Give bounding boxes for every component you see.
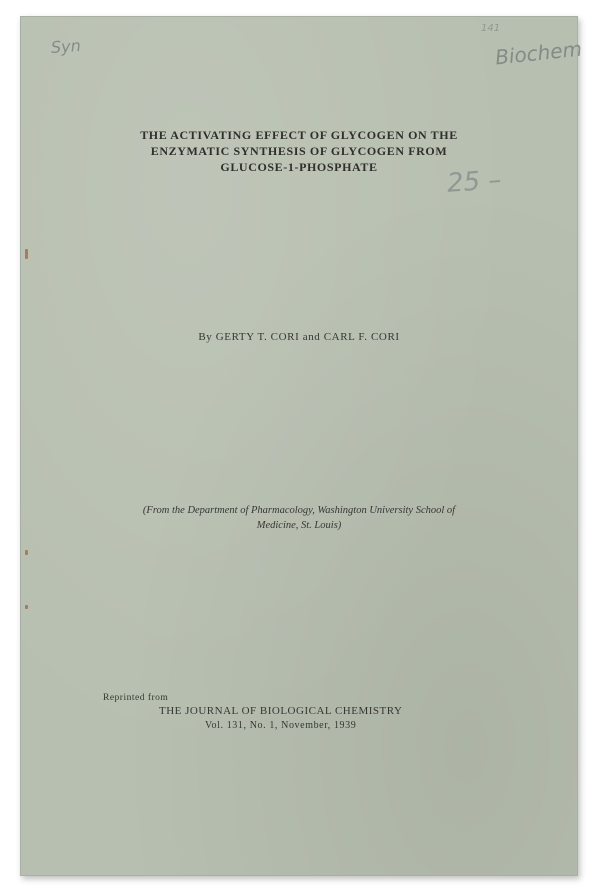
- journal-name: THE JOURNAL OF BIOLOGICAL CHEMISTRY: [159, 705, 403, 717]
- rust-mark: [25, 550, 28, 555]
- title-line: THE ACTIVATING EFFECT OF GLYCOGEN ON THE: [140, 128, 458, 142]
- affiliation: [61, 503, 537, 533]
- affiliation-line: Medicine, St. Louis): [256, 520, 342, 531]
- handwritten-note-top-right: Biochem: [493, 36, 584, 70]
- article-title: [21, 127, 577, 175]
- pamphlet-cover: [20, 16, 584, 876]
- handwritten-price: 25 –: [446, 165, 503, 199]
- affiliation-line: (From the Department of Pharmacology, Washington University School of: [142, 505, 456, 516]
- rust-mark: [25, 605, 28, 609]
- reprinted-from-label: Reprinted from: [103, 693, 169, 703]
- handwritten-number: 141: [481, 23, 501, 34]
- title-line: ENZYMATIC SYNTHESIS OF GLYCOGEN FROM: [150, 144, 448, 158]
- volume-info: Vol. 131, No. 1, November, 1939: [205, 720, 357, 731]
- rust-mark: [25, 249, 28, 259]
- title-line: GLUCOSE-1-PHOSPHATE: [220, 160, 378, 174]
- handwritten-note-top-left: Syn: [50, 35, 82, 58]
- authors-line: By GERTY T. CORI and CARL F. CORI: [198, 331, 400, 343]
